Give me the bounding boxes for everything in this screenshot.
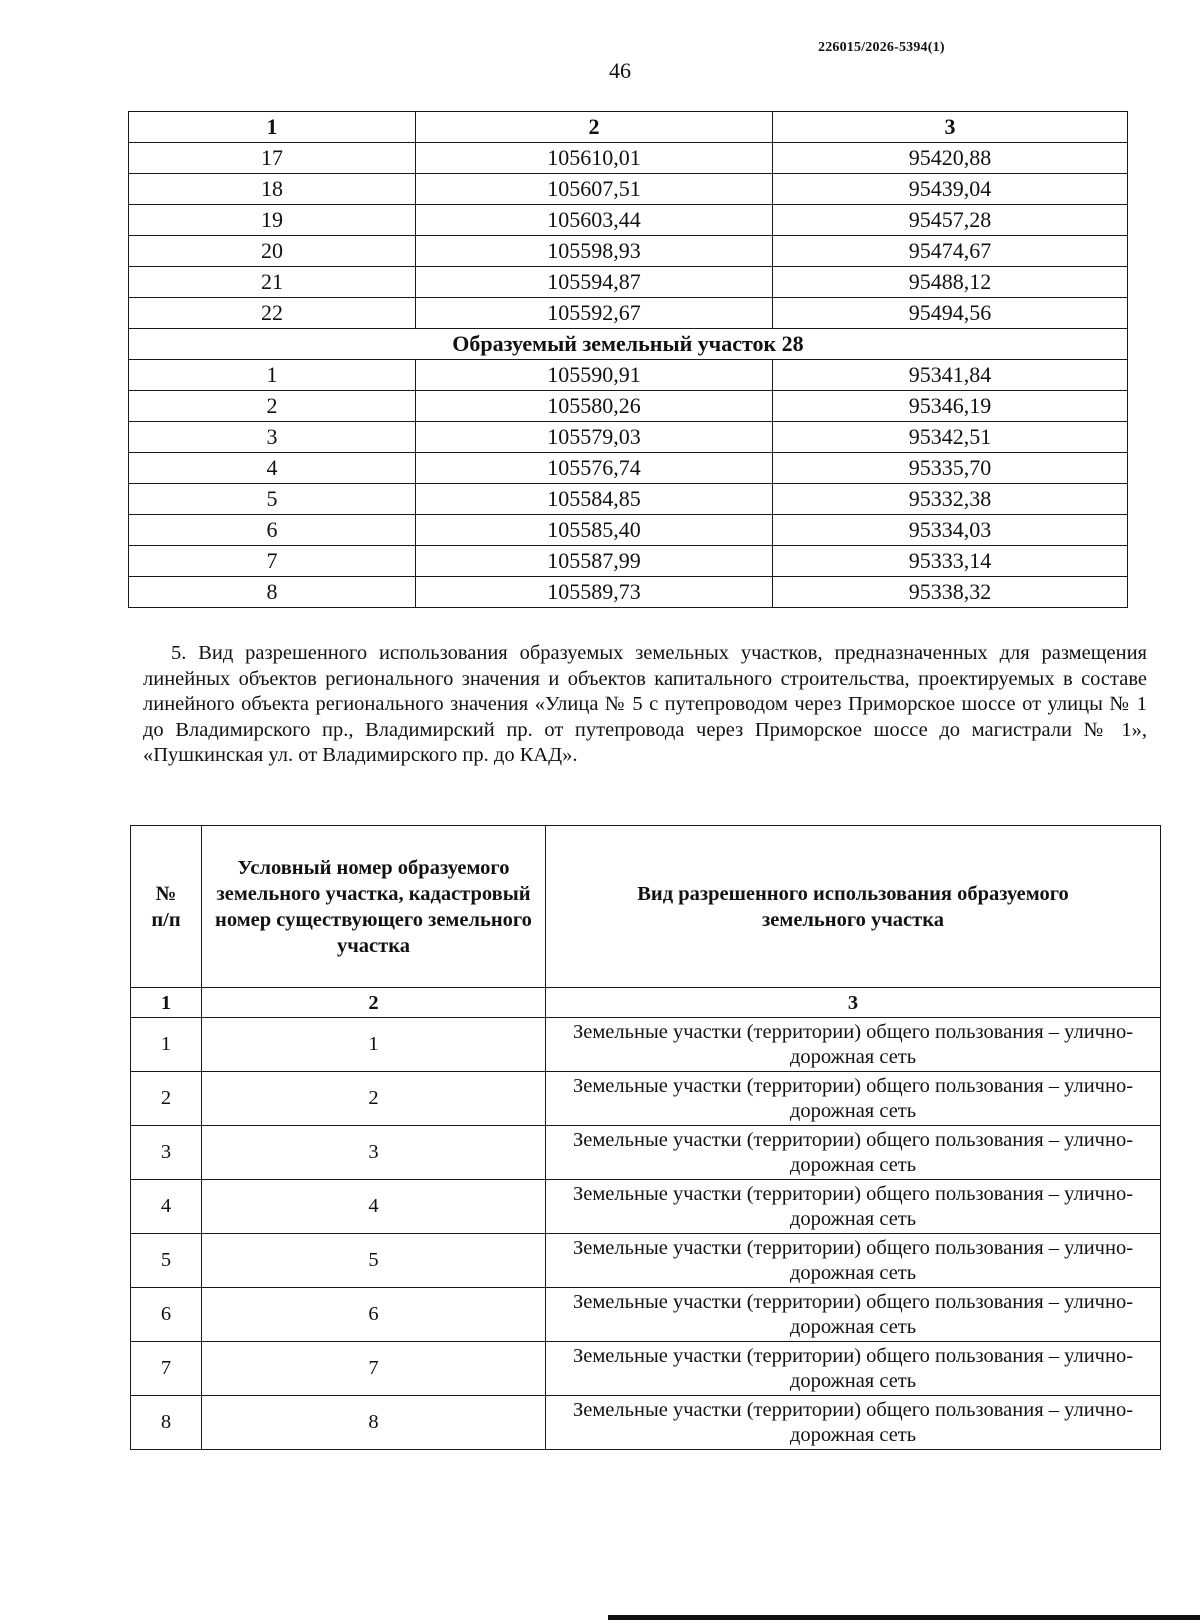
table-cell: 105585,40 bbox=[416, 515, 773, 546]
table-cell: 95332,38 bbox=[773, 484, 1128, 515]
table-cell: 21 bbox=[129, 267, 416, 298]
table-cell: 6 bbox=[129, 515, 416, 546]
table-row bbox=[129, 546, 1128, 577]
allowed-use-cell: Земельные участки (территории) общего пользования – улично-дорожная сеть bbox=[546, 1342, 1161, 1396]
column-header-number: № п/п bbox=[131, 826, 202, 988]
table-cell: 95335,70 bbox=[773, 453, 1128, 484]
table-cell: 8 bbox=[131, 1396, 202, 1450]
table-row bbox=[129, 143, 1128, 174]
coordinates-table bbox=[128, 111, 1128, 608]
table-cell: 2 bbox=[202, 1072, 546, 1126]
table-header-row bbox=[129, 112, 1128, 143]
column-header-allowed-use: Вид разрешенного использования образуемого земельного участка bbox=[546, 826, 1161, 988]
table-cell: 105607,51 bbox=[416, 174, 773, 205]
table-row bbox=[129, 236, 1128, 267]
table-cell: 1 bbox=[129, 112, 416, 143]
table-cell: 95488,12 bbox=[773, 267, 1128, 298]
allowed-use-cell: Земельные участки (территории) общего пользования – улично-дорожная сеть bbox=[546, 1396, 1161, 1450]
table-row bbox=[131, 1342, 1161, 1396]
column-numbers-row bbox=[131, 988, 1161, 1018]
table-row bbox=[129, 484, 1128, 515]
table-cell: 95346,19 bbox=[773, 391, 1128, 422]
column-number-1: 1 bbox=[131, 988, 202, 1018]
table-cell: 105584,85 bbox=[416, 484, 773, 515]
table-cell: 7 bbox=[129, 546, 416, 577]
allowed-use-cell: Земельные участки (территории) общего пользования – улично-дорожная сеть bbox=[546, 1126, 1161, 1180]
table-cell: 105598,93 bbox=[416, 236, 773, 267]
table-cell: 3 bbox=[773, 112, 1128, 143]
table-cell: 19 bbox=[129, 205, 416, 236]
table-cell: 17 bbox=[129, 143, 416, 174]
table-cell: 105587,99 bbox=[416, 546, 773, 577]
table-row bbox=[129, 267, 1128, 298]
column-number-2: 2 bbox=[202, 988, 546, 1018]
table-row bbox=[129, 422, 1128, 453]
table-row bbox=[131, 1018, 1161, 1072]
column-header-parcel-number: Условный номер образуемого земельного участка, кадастровый номер существующего земельного участка bbox=[202, 826, 546, 988]
table-cell: 95333,14 bbox=[773, 546, 1128, 577]
table-cell: 105603,44 bbox=[416, 205, 773, 236]
table-cell: 4 bbox=[129, 453, 416, 484]
table-cell: 95420,88 bbox=[773, 143, 1128, 174]
allowed-use-table bbox=[130, 825, 1161, 1450]
table-cell: 2 bbox=[131, 1072, 202, 1126]
column-number-3: 3 bbox=[546, 988, 1161, 1018]
table-cell: 2 bbox=[129, 391, 416, 422]
table-cell: 1 bbox=[202, 1018, 546, 1072]
table-cell: 105592,67 bbox=[416, 298, 773, 329]
table-cell: 5 bbox=[202, 1234, 546, 1288]
table-cell: 95341,84 bbox=[773, 360, 1128, 391]
document-id: 226015/2026-5394(1) bbox=[818, 40, 945, 55]
table-cell: 5 bbox=[131, 1234, 202, 1288]
table-row bbox=[131, 1234, 1161, 1288]
table-cell: 95334,03 bbox=[773, 515, 1128, 546]
table-cell: 4 bbox=[131, 1180, 202, 1234]
table-header-row bbox=[131, 826, 1161, 988]
table-row bbox=[129, 360, 1128, 391]
table-cell: 95338,32 bbox=[773, 577, 1128, 608]
page-bottom-border bbox=[608, 1615, 1200, 1620]
allowed-use-paragraph: 5. Вид разрешенного использования образуемых земельных участков, предназначенных для размещения линейных объектов регионального значения и объектов капитального строительства, проектируемых в составе линейного объекта регионального значения «Улица № 5 с путепроводом через Приморское шоссе от улицы № 1 до Владимирского пр., Владимирский пр. от путепровода через Приморское шоссе до магистрали № 1», «Пушкинская ул. от Владимирского пр. до КАД». bbox=[143, 642, 1147, 766]
allowed-use-cell: Земельные участки (территории) общего пользования – улично-дорожная сеть bbox=[546, 1072, 1161, 1126]
section-title-row bbox=[129, 329, 1128, 360]
table-cell: 95494,56 bbox=[773, 298, 1128, 329]
table-row bbox=[129, 174, 1128, 205]
table-row bbox=[129, 391, 1128, 422]
table-row bbox=[131, 1288, 1161, 1342]
allowed-use-cell: Земельные участки (территории) общего пользования – улично-дорожная сеть bbox=[546, 1018, 1161, 1072]
table-row bbox=[129, 453, 1128, 484]
page-number: 46 bbox=[609, 58, 631, 83]
allowed-use-cell: Земельные участки (территории) общего пользования – улично-дорожная сеть bbox=[546, 1180, 1161, 1234]
table-cell: 20 bbox=[129, 236, 416, 267]
table-cell: 5 bbox=[129, 484, 416, 515]
table-cell: 95474,67 bbox=[773, 236, 1128, 267]
table-row bbox=[129, 577, 1128, 608]
table-row bbox=[131, 1180, 1161, 1234]
table-cell: 2 bbox=[416, 112, 773, 143]
table-cell: 3 bbox=[129, 422, 416, 453]
table-row bbox=[129, 298, 1128, 329]
table-cell: 6 bbox=[131, 1288, 202, 1342]
table-cell: 8 bbox=[129, 577, 416, 608]
table-row bbox=[131, 1072, 1161, 1126]
table-row bbox=[131, 1126, 1161, 1180]
table-cell: 105590,91 bbox=[416, 360, 773, 391]
table-cell: 95439,04 bbox=[773, 174, 1128, 205]
table-cell: 18 bbox=[129, 174, 416, 205]
table-row bbox=[131, 1396, 1161, 1450]
table-cell: 8 bbox=[202, 1396, 546, 1450]
section-title: Образуемый земельный участок 28 bbox=[129, 329, 1128, 360]
table-cell: 95342,51 bbox=[773, 422, 1128, 453]
table-row bbox=[129, 515, 1128, 546]
table-cell: 22 bbox=[129, 298, 416, 329]
table-cell: 1 bbox=[129, 360, 416, 391]
table-row bbox=[129, 205, 1128, 236]
table-cell: 105589,73 bbox=[416, 577, 773, 608]
allowed-use-cell: Земельные участки (территории) общего пользования – улично-дорожная сеть bbox=[546, 1288, 1161, 1342]
table-cell: 4 bbox=[202, 1180, 546, 1234]
table-cell: 95457,28 bbox=[773, 205, 1128, 236]
table-cell: 105610,01 bbox=[416, 143, 773, 174]
allowed-use-cell: Земельные участки (территории) общего пользования – улично-дорожная сеть bbox=[546, 1234, 1161, 1288]
table-cell: 105576,74 bbox=[416, 453, 773, 484]
table-cell: 105580,26 bbox=[416, 391, 773, 422]
table-cell: 7 bbox=[202, 1342, 546, 1396]
table-cell: 3 bbox=[202, 1126, 546, 1180]
table-cell: 1 bbox=[131, 1018, 202, 1072]
table-cell: 105579,03 bbox=[416, 422, 773, 453]
table-cell: 7 bbox=[131, 1342, 202, 1396]
table-cell: 3 bbox=[131, 1126, 202, 1180]
table-cell: 6 bbox=[202, 1288, 546, 1342]
table-cell: 105594,87 bbox=[416, 267, 773, 298]
